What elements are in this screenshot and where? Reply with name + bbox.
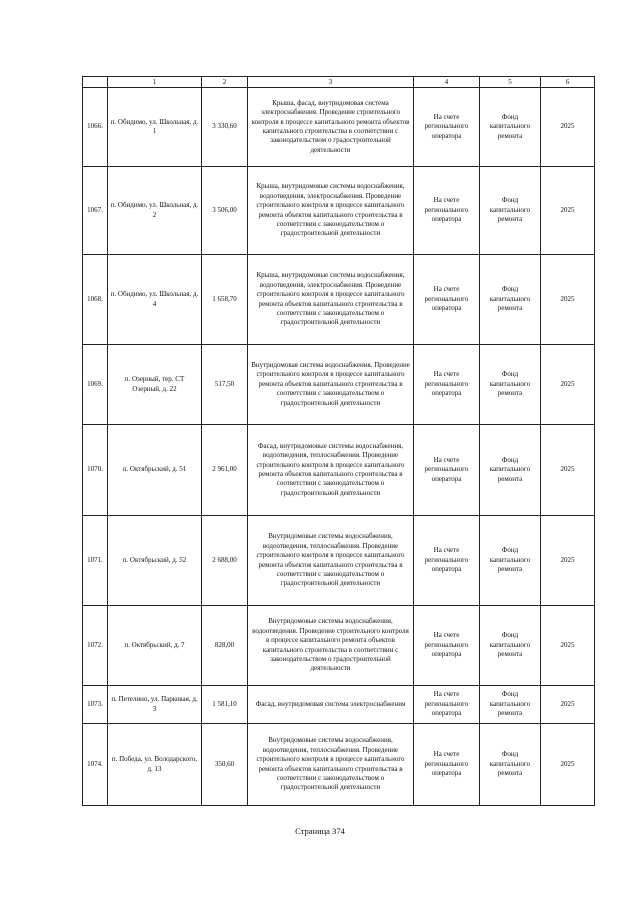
area-cell: 3 506,00 xyxy=(202,167,248,255)
row-number: 1074. xyxy=(83,724,108,806)
works-cell: Внутридомовые системы водоснабжения, водоотведения, теплоснабжения. Проведение строительного контроля в процессе капитального ремонта объектов капитального строительства в соответствии с законодательством о градостроительной деятельности xyxy=(248,516,414,606)
funding-source-cell: Фонд капитального ремонта xyxy=(480,516,541,606)
works-cell: Внутридомовые системы водоснабжения, водоотведения. Проведение строительного контроля в процессе капитального ремонта объектов капитального строительства в соответствии с законодательством о градостроительной деятельности xyxy=(248,606,414,686)
year-cell: 2025 xyxy=(541,345,595,425)
year-cell: 2025 xyxy=(541,167,595,255)
works-cell: Фасад, внутридомовые системы водоснабжения, водоотведения, теплоснабжения. Проведение строительного контроля в процессе капитального ремонта объектов капитального строительства в соответствии с законодательством о градостроительной деятельности xyxy=(248,425,414,516)
row-number: 1069. xyxy=(83,345,108,425)
works-cell: Крыша, внутридомовые системы водоснабжения, водоотведения, электроснабжения. Проведение строительного контроля в процессе капитального ремонта объектов капитального строительства в соответствии с законодательством о градостроительной деятельности xyxy=(248,255,414,345)
header-cell: 1 xyxy=(108,77,202,88)
area-cell: 350,60 xyxy=(202,724,248,806)
account-cell: На счете регионального оператора xyxy=(414,167,480,255)
table-row xyxy=(83,88,595,167)
funding-source-cell: Фонд капитального ремонта xyxy=(480,425,541,516)
address-cell: п. Победа, ул. Володарского, д. 13 xyxy=(108,724,202,806)
account-cell: На счете регионального оператора xyxy=(414,606,480,686)
row-number: 1067. xyxy=(83,167,108,255)
header-cell: 6 xyxy=(541,77,595,88)
area-cell: 2 688,00 xyxy=(202,516,248,606)
table-row xyxy=(83,606,595,686)
account-cell: На счете регионального оператора xyxy=(414,88,480,167)
year-cell: 2025 xyxy=(541,88,595,167)
account-cell: На счете регионального оператора xyxy=(414,425,480,516)
repair-register-table xyxy=(82,76,595,806)
account-cell: На счете регионального оператора xyxy=(414,724,480,806)
account-cell: На счете регионального оператора xyxy=(414,686,480,724)
address-cell: п. Октябрьский, д. 52 xyxy=(108,516,202,606)
row-number: 1072. xyxy=(83,606,108,686)
address-cell: п. Обидимо, ул. Школьная, д. 4 xyxy=(108,255,202,345)
works-cell: Внутридомовая система водоснабжения. Проведение строительного контроля в процессе капитального ремонта объектов капитального строительства в соответствии с законодательством о градостроительной деятельности xyxy=(248,345,414,425)
row-number: 1068. xyxy=(83,255,108,345)
table-row xyxy=(83,345,595,425)
header-cell: 5 xyxy=(480,77,541,88)
funding-source-cell: Фонд капитального ремонта xyxy=(480,255,541,345)
area-cell: 1 658,70 xyxy=(202,255,248,345)
header-cell: 2 xyxy=(202,77,248,88)
page-number: Страница 374 xyxy=(295,826,345,836)
area-cell: 1 581,10 xyxy=(202,686,248,724)
row-number: 1073. xyxy=(83,686,108,724)
funding-source-cell: Фонд капитального ремонта xyxy=(480,606,541,686)
table-row xyxy=(83,516,595,606)
table-row xyxy=(83,167,595,255)
row-number: 1066. xyxy=(83,88,108,167)
works-cell: Фасад, внутридомовая система электроснабжения xyxy=(248,686,414,724)
area-cell: 517,50 xyxy=(202,345,248,425)
account-cell: На счете регионального оператора xyxy=(414,255,480,345)
funding-source-cell: Фонд капитального ремонта xyxy=(480,345,541,425)
address-cell: п. Октябрьский, д. 51 xyxy=(108,425,202,516)
address-cell: п. Озерный, тер. СТ Озерный, д. 22 xyxy=(108,345,202,425)
header-cell: 4 xyxy=(414,77,480,88)
address-cell: п. Обидимо, ул. Школьная, д. 2 xyxy=(108,167,202,255)
table-row xyxy=(83,255,595,345)
year-cell: 2025 xyxy=(541,516,595,606)
row-number: 1070. xyxy=(83,425,108,516)
address-cell: п. Обидимо, ул. Школьная, д. 1 xyxy=(108,88,202,167)
works-cell: Крыша, внутридомовые системы водоснабжения, водоотведения, электроснабжения. Проведение строительного контроля в процессе капитального ремонта объектов капитального строительства в соответствии с законодательством о градостроительной деятельности xyxy=(248,167,414,255)
address-cell: п. Октябрьский, д. 7 xyxy=(108,606,202,686)
table-row xyxy=(83,724,595,806)
header-cell xyxy=(83,77,108,88)
area-cell: 3 330,60 xyxy=(202,88,248,167)
year-cell: 2025 xyxy=(541,606,595,686)
funding-source-cell: Фонд капитального ремонта xyxy=(480,167,541,255)
year-cell: 2025 xyxy=(541,425,595,516)
header-cell: 3 xyxy=(248,77,414,88)
address-cell: п. Петелино, ул. Парковая, д. 3 xyxy=(108,686,202,724)
funding-source-cell: Фонд капитального ремонта xyxy=(480,88,541,167)
column-number-row xyxy=(83,77,595,88)
year-cell: 2025 xyxy=(541,255,595,345)
funding-source-cell: Фонд капитального ремонта xyxy=(480,686,541,724)
works-cell: Внутридомовые системы водоснабжения, водоотведения, теплоснабжения. Проведение строительного контроля в процессе капитального ремонта объектов капитального строительства в соответствии с законодательством о градостроительной деятельности xyxy=(248,724,414,806)
account-cell: На счете регионального оператора xyxy=(414,516,480,606)
row-number: 1071. xyxy=(83,516,108,606)
year-cell: 2025 xyxy=(541,724,595,806)
area-cell: 828,00 xyxy=(202,606,248,686)
table-row xyxy=(83,686,595,724)
account-cell: На счете регионального оператора xyxy=(414,345,480,425)
table-row xyxy=(83,425,595,516)
works-cell: Крыша, фасад, внутридомовая система электроснабжения. Проведение строительного контроля в процессе капитального ремонта объектов капитального строительства в соответствии с законодательством о градостроительной деятельности xyxy=(248,88,414,167)
year-cell: 2025 xyxy=(541,686,595,724)
area-cell: 2 961,00 xyxy=(202,425,248,516)
funding-source-cell: Фонд капитального ремонта xyxy=(480,724,541,806)
